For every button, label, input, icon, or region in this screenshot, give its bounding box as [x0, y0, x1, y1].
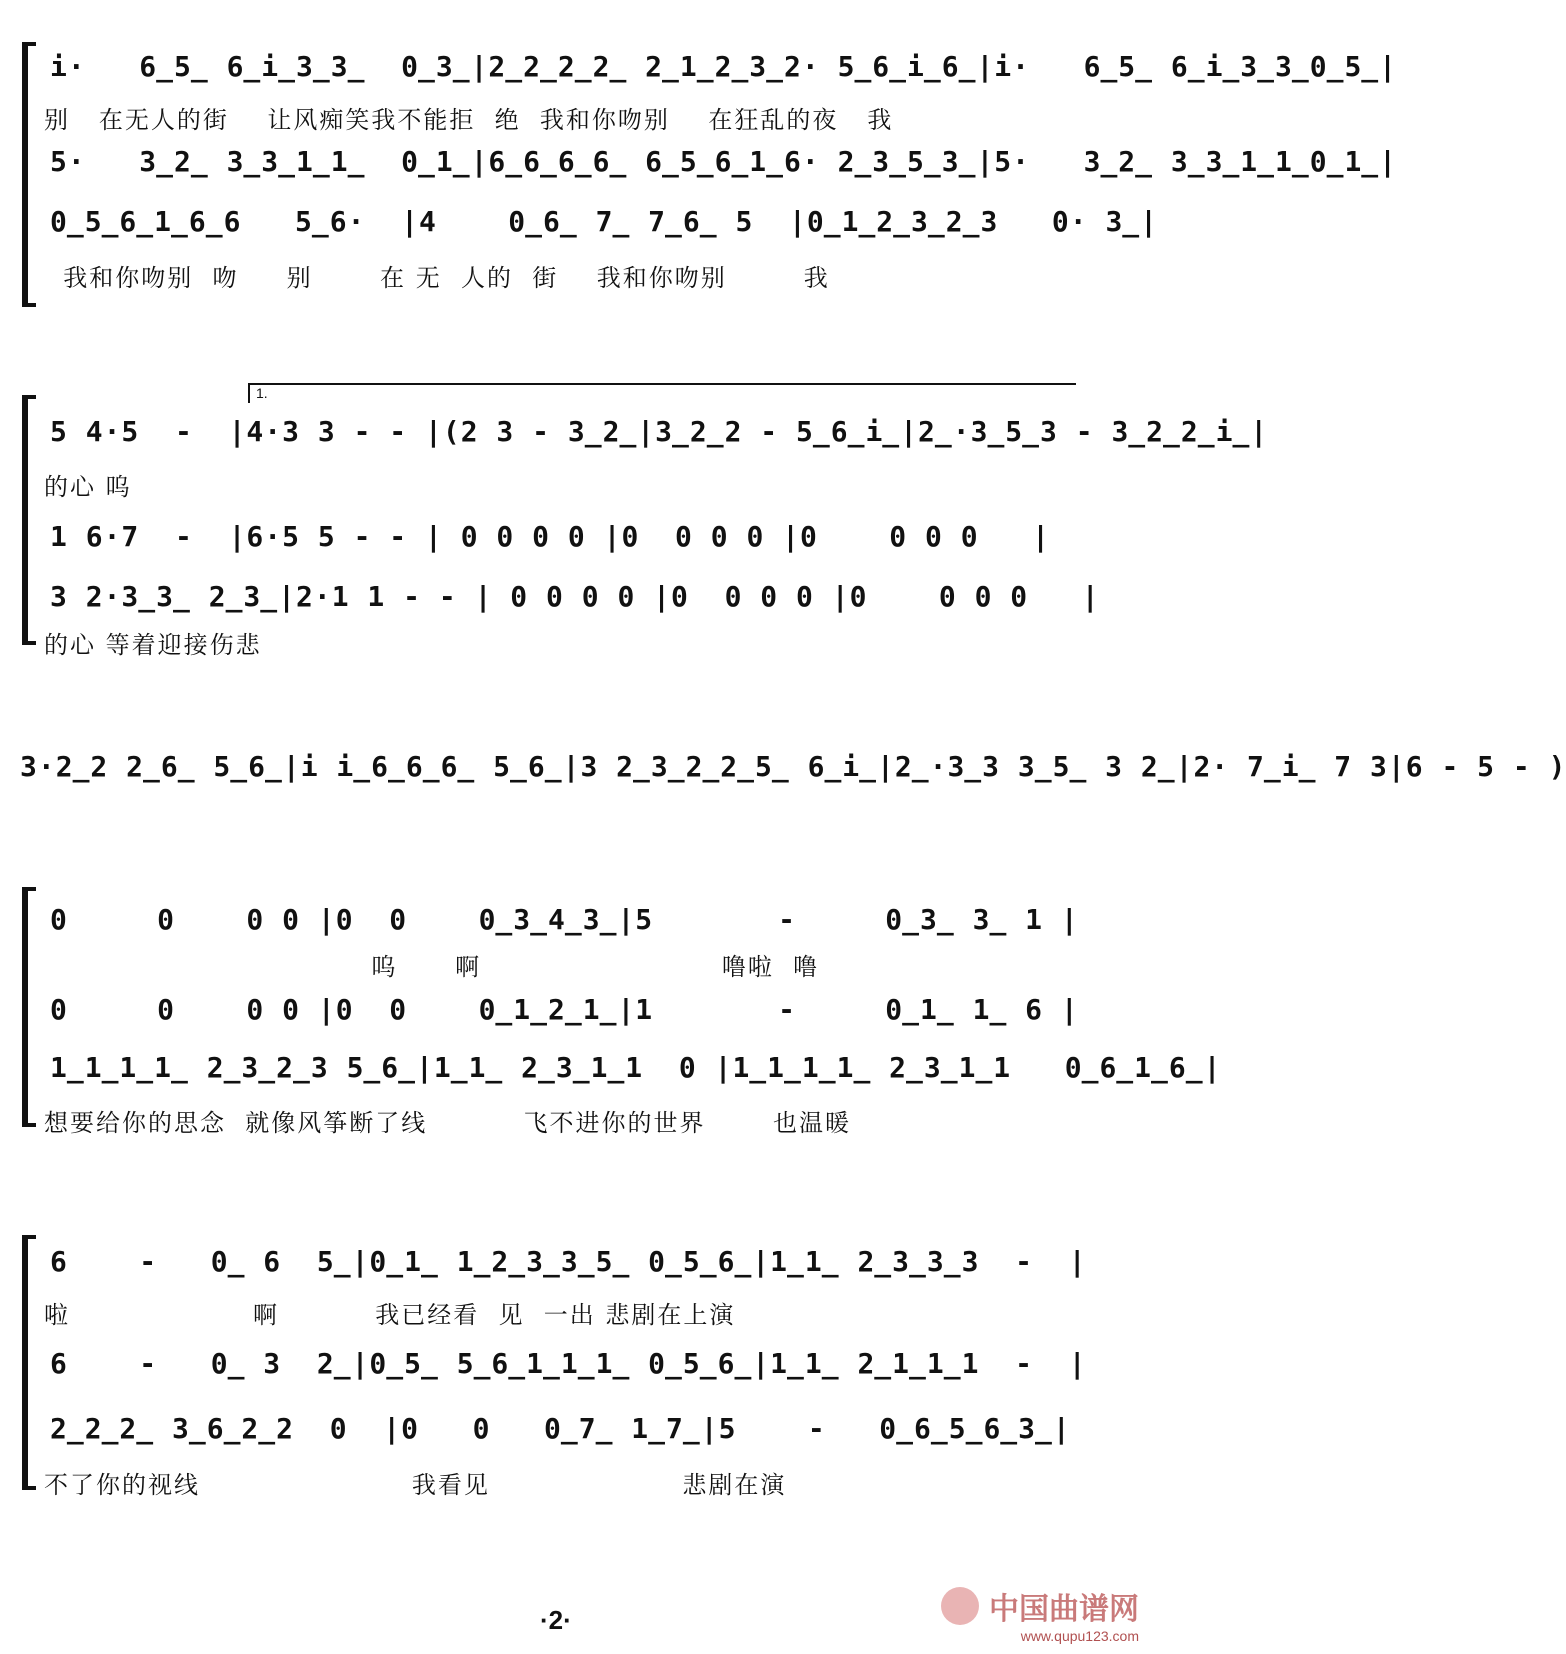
- soprano-notes: i· 6̲5̲ 6̲i̲3̲3̲ 0̲3̲|2̲2̲2̲2̲ 2̲1̲2̲3̲2· 5̲6̲i̲6̲|i· 6̲5̲ 6̲i̲3̲3̲0̲5̲|: [50, 50, 1398, 83]
- tenor-notes: 1̲1̲1̲1̲ 2̲3̲2̲3 5̲6̲|1̲1̲ 2̲3̲1̲1 0 |1̲1̲1̲1̲ 2̲3̲1̲1 0̲6̲1̲6̲|: [50, 1051, 1222, 1084]
- tenor-lyrics: 的心 等着迎接伤悲: [44, 631, 262, 659]
- system-1: [0, 30, 1398, 320]
- interlude-row: [20, 750, 1566, 794]
- alto-notes: 5· 3̲2̲ 3̲3̲1̲1̲ 0̲1̲|6̲6̲6̲6̲ 6̲5̲6̲1̲6· 2̲3̲5̲3̲|5· 3̲2̲ 3̲3̲1̲1̲0̲1̲|: [50, 145, 1398, 178]
- system-brace: [22, 887, 28, 1127]
- volta-label: 1.: [256, 385, 268, 401]
- system-2: [0, 375, 1269, 675]
- soprano-row: [50, 50, 1398, 94]
- tenor-row: [50, 1051, 1222, 1095]
- system-4: [0, 875, 1222, 1145]
- alto-notes: 0 0 0 0 |0 0 0̲1̲2̲1̲|1 - 0̲1̲ 1̲ 6 |: [50, 993, 1079, 1026]
- watermark-title: 中国曲谱网: [989, 1593, 1139, 1626]
- system-brace: [22, 395, 28, 645]
- site-watermark: [941, 1584, 1139, 1644]
- soprano-lyrics: 呜 啊 噜啦 噜: [44, 953, 820, 981]
- tenor-lyrics: 想要给你的思念 就像风筝断了线 飞不进你的世界 也温暖: [44, 1109, 851, 1137]
- system-brace: [22, 42, 28, 307]
- soprano-lyrics: 啦 啊 我已经看 见 一出 悲剧在上演: [44, 1301, 736, 1329]
- soprano-row: [50, 1245, 1127, 1289]
- system-5: [0, 1215, 1157, 1515]
- tenor-notes: 0̲5̲6̲1̲6̲6 5̲6· |4 0̲6̲ 7̲ 7̲6̲ 5 |0̲1̲2̲3̲2̲3 0· 3̲|: [50, 205, 1159, 238]
- alto-row: [50, 1347, 1127, 1391]
- soprano-row: [50, 903, 1127, 947]
- soprano-notes: 5 4·5 - |4·3 3 - - |(2 3 - 3̲2̲|3̲2̲2 - 5̲6̲i̲|2̲·3̲5̲3 - 3̲2̲2̲i̲|: [50, 415, 1269, 448]
- tenor-notes: 2̲2̲2̲ 3̲6̲2̲2 0 |0 0 0̲7̲ 1̲7̲|5 - 0̲6̲5̲6̲3̲|: [50, 1412, 1071, 1445]
- alto-notes: 1 6·7 - |6·5 5 - - | 0 0 0 0 |0 0 0 0 |0 0 0 0 |: [50, 520, 1051, 553]
- tenor-row: [50, 205, 1159, 249]
- alto-row: [50, 520, 1127, 564]
- page-number: ·2·: [540, 1605, 572, 1635]
- soprano-row: [50, 415, 1269, 459]
- tenor-row: [50, 1412, 1127, 1456]
- soprano-lyrics: 别 在无人的街 让风痴笑我不能拒 绝 我和你吻别 在狂乱的夜 我: [44, 106, 894, 134]
- alto-row: [50, 145, 1398, 189]
- system-3-interlude: [0, 740, 1566, 810]
- tenor-row: [50, 580, 1127, 624]
- soprano-notes: 0 0 0 0 |0 0 0̲3̲4̲3̲|5 - 0̲3̲ 3̲ 1 |: [50, 903, 1079, 936]
- soprano-lyrics: 的心 呜: [44, 473, 132, 501]
- tenor-notes: 3 2·3̲3̲ 2̲3̲|2·1 1 - - | 0 0 0 0 |0 0 0 0 |0 0 0 0 |: [50, 580, 1100, 613]
- watermark-url: www.qupu123.com: [1020, 1628, 1139, 1644]
- site-logo-icon: [941, 1587, 979, 1625]
- alto-notes: 6 - 0̲ 3 2̲|0̲5̲ 5̲6̲1̲1̲1̲ 0̲5̲6̲|1̲1̲ 2̲1̲1̲1 - |: [50, 1347, 1087, 1380]
- soprano-notes: 6 - 0̲ 6 5̲|0̲1̲ 1̲2̲3̲3̲5̲ 0̲5̲6̲|1̲1̲ 2̲3̲3̲3 - |: [50, 1245, 1087, 1278]
- volta-bracket: [248, 383, 1076, 403]
- tenor-lyrics: 我和你吻别 吻 别 在 无 人的 街 我和你吻别 我: [44, 264, 830, 292]
- interlude-notes: 3·2̲2 2̲6̲ 5̲6̲|i i̲6̲6̲6̲ 5̲6̲|3 2̲3̲2̲2̲5̲ 6̲i̲|2̲·3̲3 3̲5̲ 3 2̲|2· 7̲i̲ 7 3|6 - 5 - ): [20, 750, 1566, 783]
- tenor-lyrics: 不了你的视线 我看见 悲剧在演: [44, 1471, 787, 1499]
- alto-row: [50, 993, 1127, 1037]
- system-brace: [22, 1235, 28, 1490]
